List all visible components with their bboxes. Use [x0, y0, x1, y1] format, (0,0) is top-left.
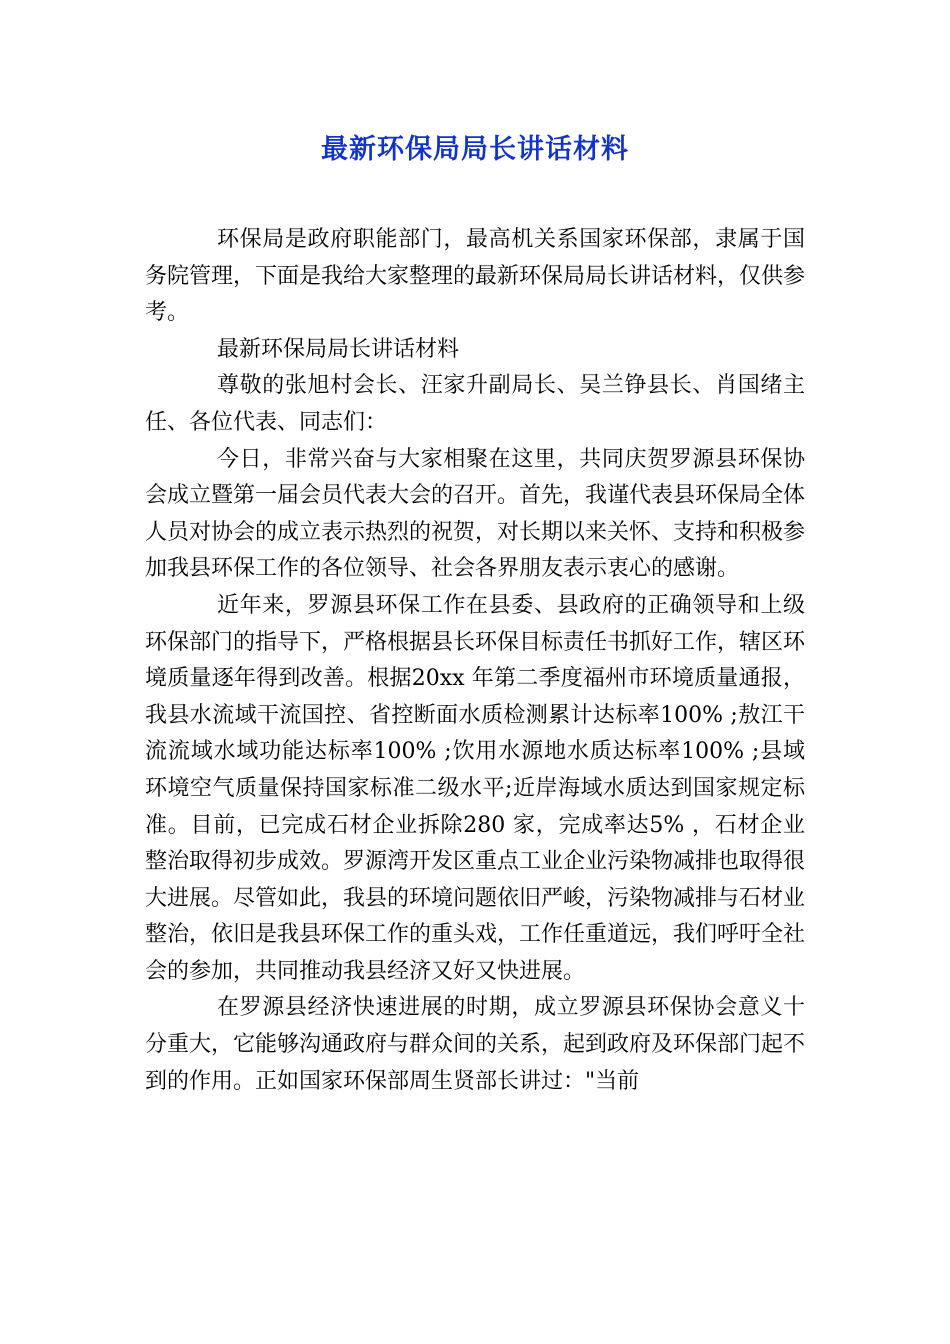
intro-paragraph: 环保局是政府职能部门，最高机关系国家环保部，隶属于国务院管理，下面是我给大家整理的最新环保局局长讲话材料，仅供参考。 [145, 227, 806, 326]
greeting-paragraph: 今日，非常兴奋与大家相聚在这里，共同庆贺罗源县环保协会成立暨第一届会员代表大会的召开。首先，我谨代表县环保局全体人员对协会的成立表示热烈的祝贺，对长期以来关怀、支持和积极参加我县环保工作的各位领导、社会各界朋友表示衷心的感谢。 [145, 446, 806, 582]
achievements-paragraph: 近年来，罗源县环保工作在县委、县政府的正确领导和上级环保部门的指导下，严格根据县长环保目标责任书抓好工作，辖区环境质量逐年得到改善。根据20xx 年第二季度福州市环境质量通报，我县水流域干流国控、省控断面水质检测累计达标率100% ;敖江干流流域水域功能达标率100% ;饮用水源地水质达标率100% ;县域环境空气质量保持国家标准二级水平;近岸海域水质达到国家规定标准。目前，已完成石材企业拆除280 家，完成率达5% ，石材企业整治取得初步成效。罗源湾开发区重点工业企业污染物减排也取得很大进展。尽管如此，我县的环境问题依旧严峻，污染物减排与石材业整治，依旧是我县环保工作的重头戏，工作任重道远，我们呼吁全社会的参加，共同推动我县经济又好又快进展。 [145, 592, 806, 984]
salutation-paragraph: 尊敬的张旭村会长、汪家升副局长、吴兰铮县长、肖国绪主任、各位代表、同志们： [145, 373, 805, 435]
document-title: 最新环保局局长讲话材料 [321, 134, 629, 165]
significance-paragraph: 在罗源县经济快速进展的时期，成立罗源县环保协会意义十分重大，它能够沟通政府与群众间的关系，起到政府及环保部门起不到的作用。正如国家环保部周生贤部长讲过："当前 [145, 995, 806, 1094]
section-heading: 最新环保局局长讲话材料 [217, 336, 460, 362]
document-body [145, 222, 805, 1100]
